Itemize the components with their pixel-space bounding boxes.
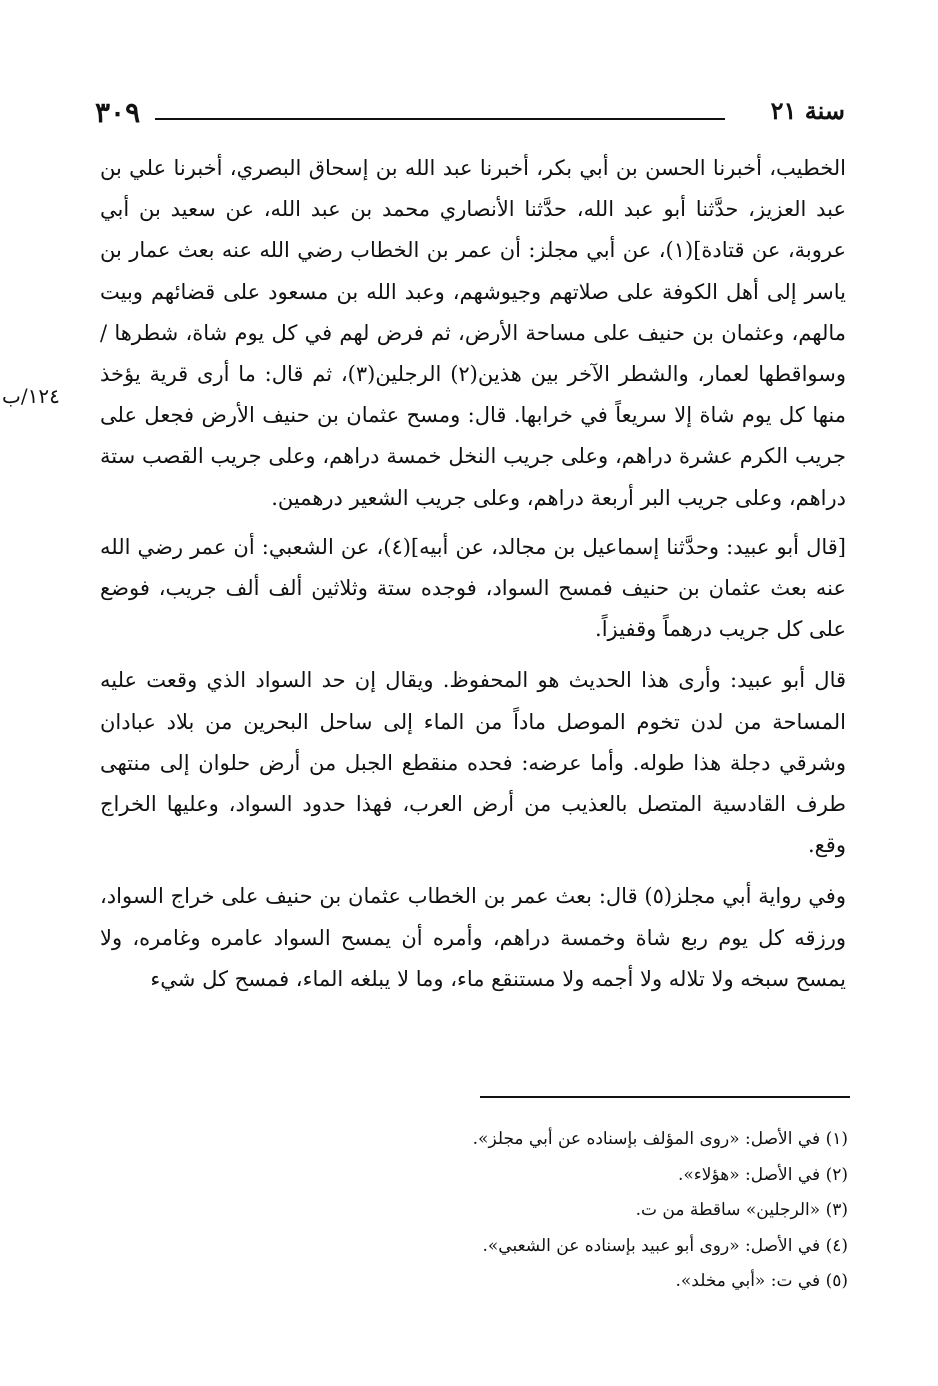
footnotes (248, 1122, 848, 1300)
paragraph-4: وفي رواية أبي مجلز(٥) قال: بعث عمر بن الخطاب عثمان بن حنيف على خراج السواد، ورزقه كل يوم ربع شاة وخمسة دراهم، وأمره أن يمسح السواد عامره وغامره، ولا يمسح سبخه ولا تلاله ولا أجمه ولا مستنقع ماء، وما لا يبلغه الماء، فمسح كل شيء (100, 884, 846, 991)
margin-folio-note: ١٢٤/ب (2, 384, 60, 408)
paragraph-1: الخطيب، أخبرنا الحسن بن أبي بكر، أخبرنا عبد الله بن إسحاق البصري، أخبرنا علي بن عبد العزيز، حدَّثنا أبو عبد الله، حدَّثنا الأنصاري محمد بن عبد الله، عن سعيد بن أبي عروبة، عن قتادة](١)، عن أبي مجلز: أن عمر بن الخطاب رضي الله عنه بعث عمار بن ياسر إلى أهل الكوفة على صلاتهم وجيوشهم، وعبد الله بن مسعود على قضائهم وبيت مالهم، وعثمان بن حنيف على مساحة الأرض، ثم فرض لهم في كل يوم شاة، شطرها / وسواقطها لعمار، والشطر الآخر بين هذين(٢) الرجلين(٣)، ثم قال: ما أرى قرية يؤخذ منها كل يوم شاة إلا سريعاً في خرابها. قال: ومسح عثمان بن حنيف الأرض فجعل على جريب الكرم عشرة دراهم، وعلى جريب النخل خمسة دراهم، وعلى جريب القصب ستة دراهم، وعلى جريب البر أربعة دراهم، وعلى جريب الشعير درهمين. (100, 156, 847, 510)
header-rule (155, 118, 725, 120)
page-number: ٣٠٩ (95, 96, 141, 129)
footnote-1: (١) في الأصل: «روى المؤلف بإسناده عن أبي مجلز». (472, 1129, 848, 1149)
footnote-5: (٥) في ت: «أبي مخلد». (675, 1271, 848, 1291)
paragraph-3: قال أبو عبيد: وأرى هذا الحديث هو المحفوظ. ويقال إن حد السواد الذي وقعت عليه المساحة من لدن تخوم الموصل ماداً من الماء إلى ساحل البحرين من بلاد عبادان وشرقي دجلة هذا طوله. وأما عرضه: فحده منقطع الجبل من أرض حلوان إلى منتهى طرف القادسية المتصل بالعذيب من أرض العرب، فهذا حدود السواد، وعليها الخراج وقع. (100, 668, 846, 858)
footnote-3: (٣) «الرجلين» ساقطة من ت. (635, 1200, 848, 1220)
main-text (100, 148, 846, 1008)
footnote-4: (٤) في الأصل: «روى أبو عبيد بإسناده عن الشعبي». (482, 1235, 848, 1256)
footnote-separator (480, 1096, 850, 1098)
footnote-2: (٢) في الأصل: «هؤلاء». (677, 1164, 848, 1185)
running-header (95, 96, 845, 136)
paragraph-2: [قال أبو عبيد: وحدَّثنا إسماعيل بن مجالد، عن أبيه](٤)، عن الشعبي: أن عمر رضي الله عنه بعث عثمان بن حنيف فمسح السواد، فوجده ستة وثلاثين ألف ألف جريب، فوضع على كل جريب درهماً وقفيزاً. (100, 534, 846, 642)
running-title: سنة ٢١ (770, 96, 845, 125)
